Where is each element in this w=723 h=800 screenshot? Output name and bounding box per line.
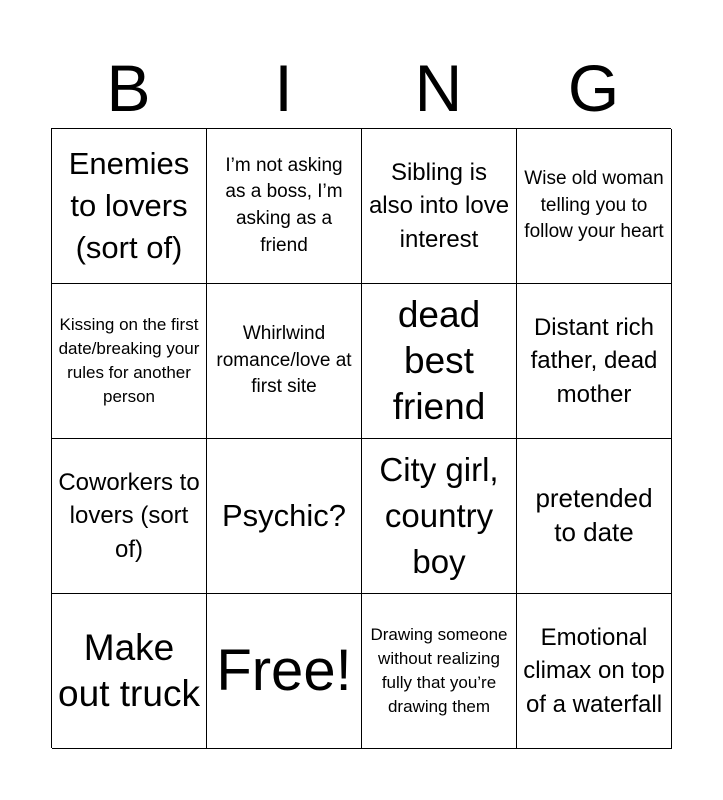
free-space-cell[interactable] xyxy=(207,594,362,749)
bingo-cell[interactable] xyxy=(207,129,362,284)
bingo-cell[interactable] xyxy=(52,594,207,749)
cell-text: dead best friend xyxy=(392,293,486,428)
free-space-text: Free! xyxy=(216,638,352,703)
header-letter-g: G xyxy=(567,51,620,125)
bingo-cell[interactable] xyxy=(207,284,362,439)
header-letter-b: B xyxy=(106,51,151,125)
cell-text: Distant rich father, dead mother xyxy=(530,313,658,408)
cell-text: City girl, country boy xyxy=(379,450,499,581)
cell-text: pretended to date xyxy=(535,483,653,547)
bingo-cell[interactable] xyxy=(517,439,672,594)
cell-text: Emotional climax on top of a waterfall xyxy=(523,623,665,718)
cell-text: I’m not asking as a boss, I’m asking as a friend xyxy=(225,154,343,256)
cell-text: Wise old woman telling you to follow your heart xyxy=(524,168,664,243)
bingo-cell[interactable] xyxy=(362,284,517,439)
bingo-cell[interactable] xyxy=(207,439,362,594)
bingo-cell[interactable] xyxy=(362,594,517,749)
cell-text: Whirlwind romance/love at first site xyxy=(216,323,352,398)
bingo-cell[interactable] xyxy=(362,129,517,284)
cell-text: Psychic? xyxy=(221,498,347,534)
bingo-cell[interactable] xyxy=(517,284,672,439)
header-letter-n: N xyxy=(414,51,463,125)
cell-text: Coworkers to lovers (sort of) xyxy=(58,468,200,563)
bingo-cell[interactable] xyxy=(517,129,672,284)
bingo-header xyxy=(51,48,671,128)
cell-text: Enemies to lovers (sort of) xyxy=(68,146,190,265)
bingo-cell[interactable] xyxy=(52,439,207,594)
header-letter-i: I xyxy=(274,51,293,125)
bingo-cell[interactable] xyxy=(362,439,517,594)
bingo-cell[interactable] xyxy=(52,284,207,439)
bingo-cell[interactable] xyxy=(52,129,207,284)
cell-text: Kissing on the first date/breaking your rules for another person xyxy=(58,315,200,406)
bingo-cell[interactable] xyxy=(517,594,672,749)
cell-text: Make out truck xyxy=(58,626,200,714)
cell-text: Sibling is also into love interest xyxy=(368,158,510,253)
cell-text: Drawing someone without realizing fully that you’re drawing them xyxy=(370,625,508,716)
bingo-board xyxy=(51,128,671,748)
